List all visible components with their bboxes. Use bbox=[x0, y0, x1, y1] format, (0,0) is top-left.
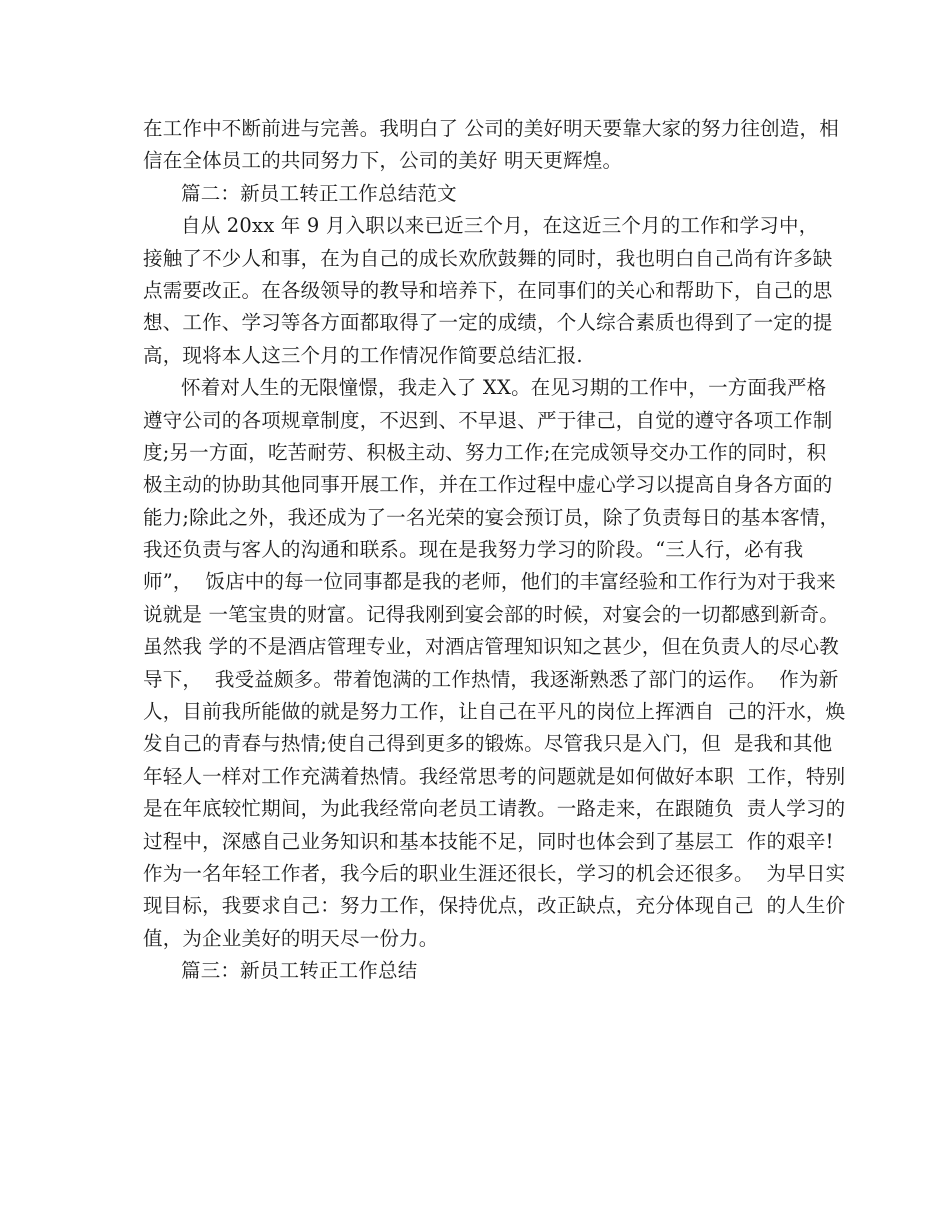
text-line: 接触了不少人和事，在为自己的成长欢欣鼓舞的同时，我也明白自己尚有许多缺 bbox=[143, 246, 833, 270]
text-line: 现目标，我要求自己：努力工作，保持优点，改正缺点，充分体现自己 的人生价 bbox=[143, 894, 846, 918]
section-heading: 篇三：新员工转正工作总结 bbox=[181, 959, 418, 983]
text-line: 度;另一方面，吃苦耐劳、积极主动、努力工作;在完成领导交办工作的同时，积 bbox=[143, 440, 827, 464]
document-page bbox=[143, 113, 846, 988]
text-line: 导下， 我受益颇多。带着饱满的工作热情，我逐渐熟悉了部门的运作。 作为新 bbox=[143, 667, 839, 691]
text-line: 过程中，深感自己业务知识和基本技能不足，同时也体会到了基层工 作的艰辛! bbox=[143, 829, 834, 853]
text-line: 师”， 饭店中的每一位同事都是我的老师，他们的丰富经验和工作行为对于我来 bbox=[143, 570, 836, 594]
paragraph-first-line: 自从 20xx 年 9 月入职以来已近三个月，在这近三个月的工作和学习中， bbox=[181, 214, 819, 238]
text-line: 想、工作、学习等各方面都取得了一定的成绩，个人综合素质也得到了一定的提 bbox=[143, 311, 833, 335]
text-line: 点需要改正。在各级领导的教导和培养下，在同事们的关心和帮助下，自己的思 bbox=[143, 278, 833, 302]
text-line: 极主动的协助其他同事开展工作，并在工作过程中虚心学习以提高自身各方面的 bbox=[143, 473, 833, 497]
text-line: 在工作中不断前进与完善。我明白了 公司的美好明天要靠大家的努力往创造，相 bbox=[143, 117, 839, 140]
text-line: 是在年底较忙期间，为此我经常向老员工请教。一路走来，在跟随负 责人学习的 bbox=[143, 797, 846, 821]
text-line: 人，目前我所能做的就是努力工作，让自己在平凡的岗位上挥洒自 己的汗水，焕 bbox=[143, 700, 846, 724]
text-line: 值，为企业美好的明天尽一份力。 bbox=[143, 926, 439, 950]
text-line: 年轻人一样对工作充满着热情。我经常思考的问题就是如何做好本职 工作，特别 bbox=[143, 764, 846, 788]
text-line: 说就是 一笔宝贵的财富。记得我刚到宴会部的时候，对宴会的一切都感到新奇。 bbox=[143, 602, 839, 626]
text-line: 我还负责与客人的沟通和联系。现在是我努力学习的阶段。“三人行，必有我 bbox=[143, 538, 804, 562]
text-line: 信在全体员工的共同努力下，公司的美好 明天更辉煌。 bbox=[143, 149, 623, 173]
text-line: 能力;除此之外，我还成为了一名光荣的宴会预订员，除了负责每日的基本客情， bbox=[143, 505, 840, 529]
text-line: 虽然我 学的不是酒店管理专业，对酒店管理知识知之甚少，但在负责人的尽心教 bbox=[143, 635, 839, 659]
paragraph-first-line: 怀着对人生的无限憧憬，我走入了 XX。在见习期的工作中，一方面我严格 bbox=[181, 376, 827, 400]
text-line: 遵守公司的各项规章制度，不迟到、不早退、严于律己，自觉的遵守各项工作制 bbox=[143, 408, 833, 432]
text-line: 高，现将本人这三个月的工作情况作简要总结汇报. bbox=[143, 343, 583, 367]
text-line: 作为一名年轻工作者，我今后的职业生涯还很长，学习的机会还很多。 为早日实 bbox=[143, 861, 846, 885]
section-heading: 篇二：新员工转正工作总结范文 bbox=[181, 181, 457, 205]
text-line: 发自己的青春与热情;使自己得到更多的锻炼。尽管我只是入门，但 是我和其他 bbox=[143, 732, 833, 756]
